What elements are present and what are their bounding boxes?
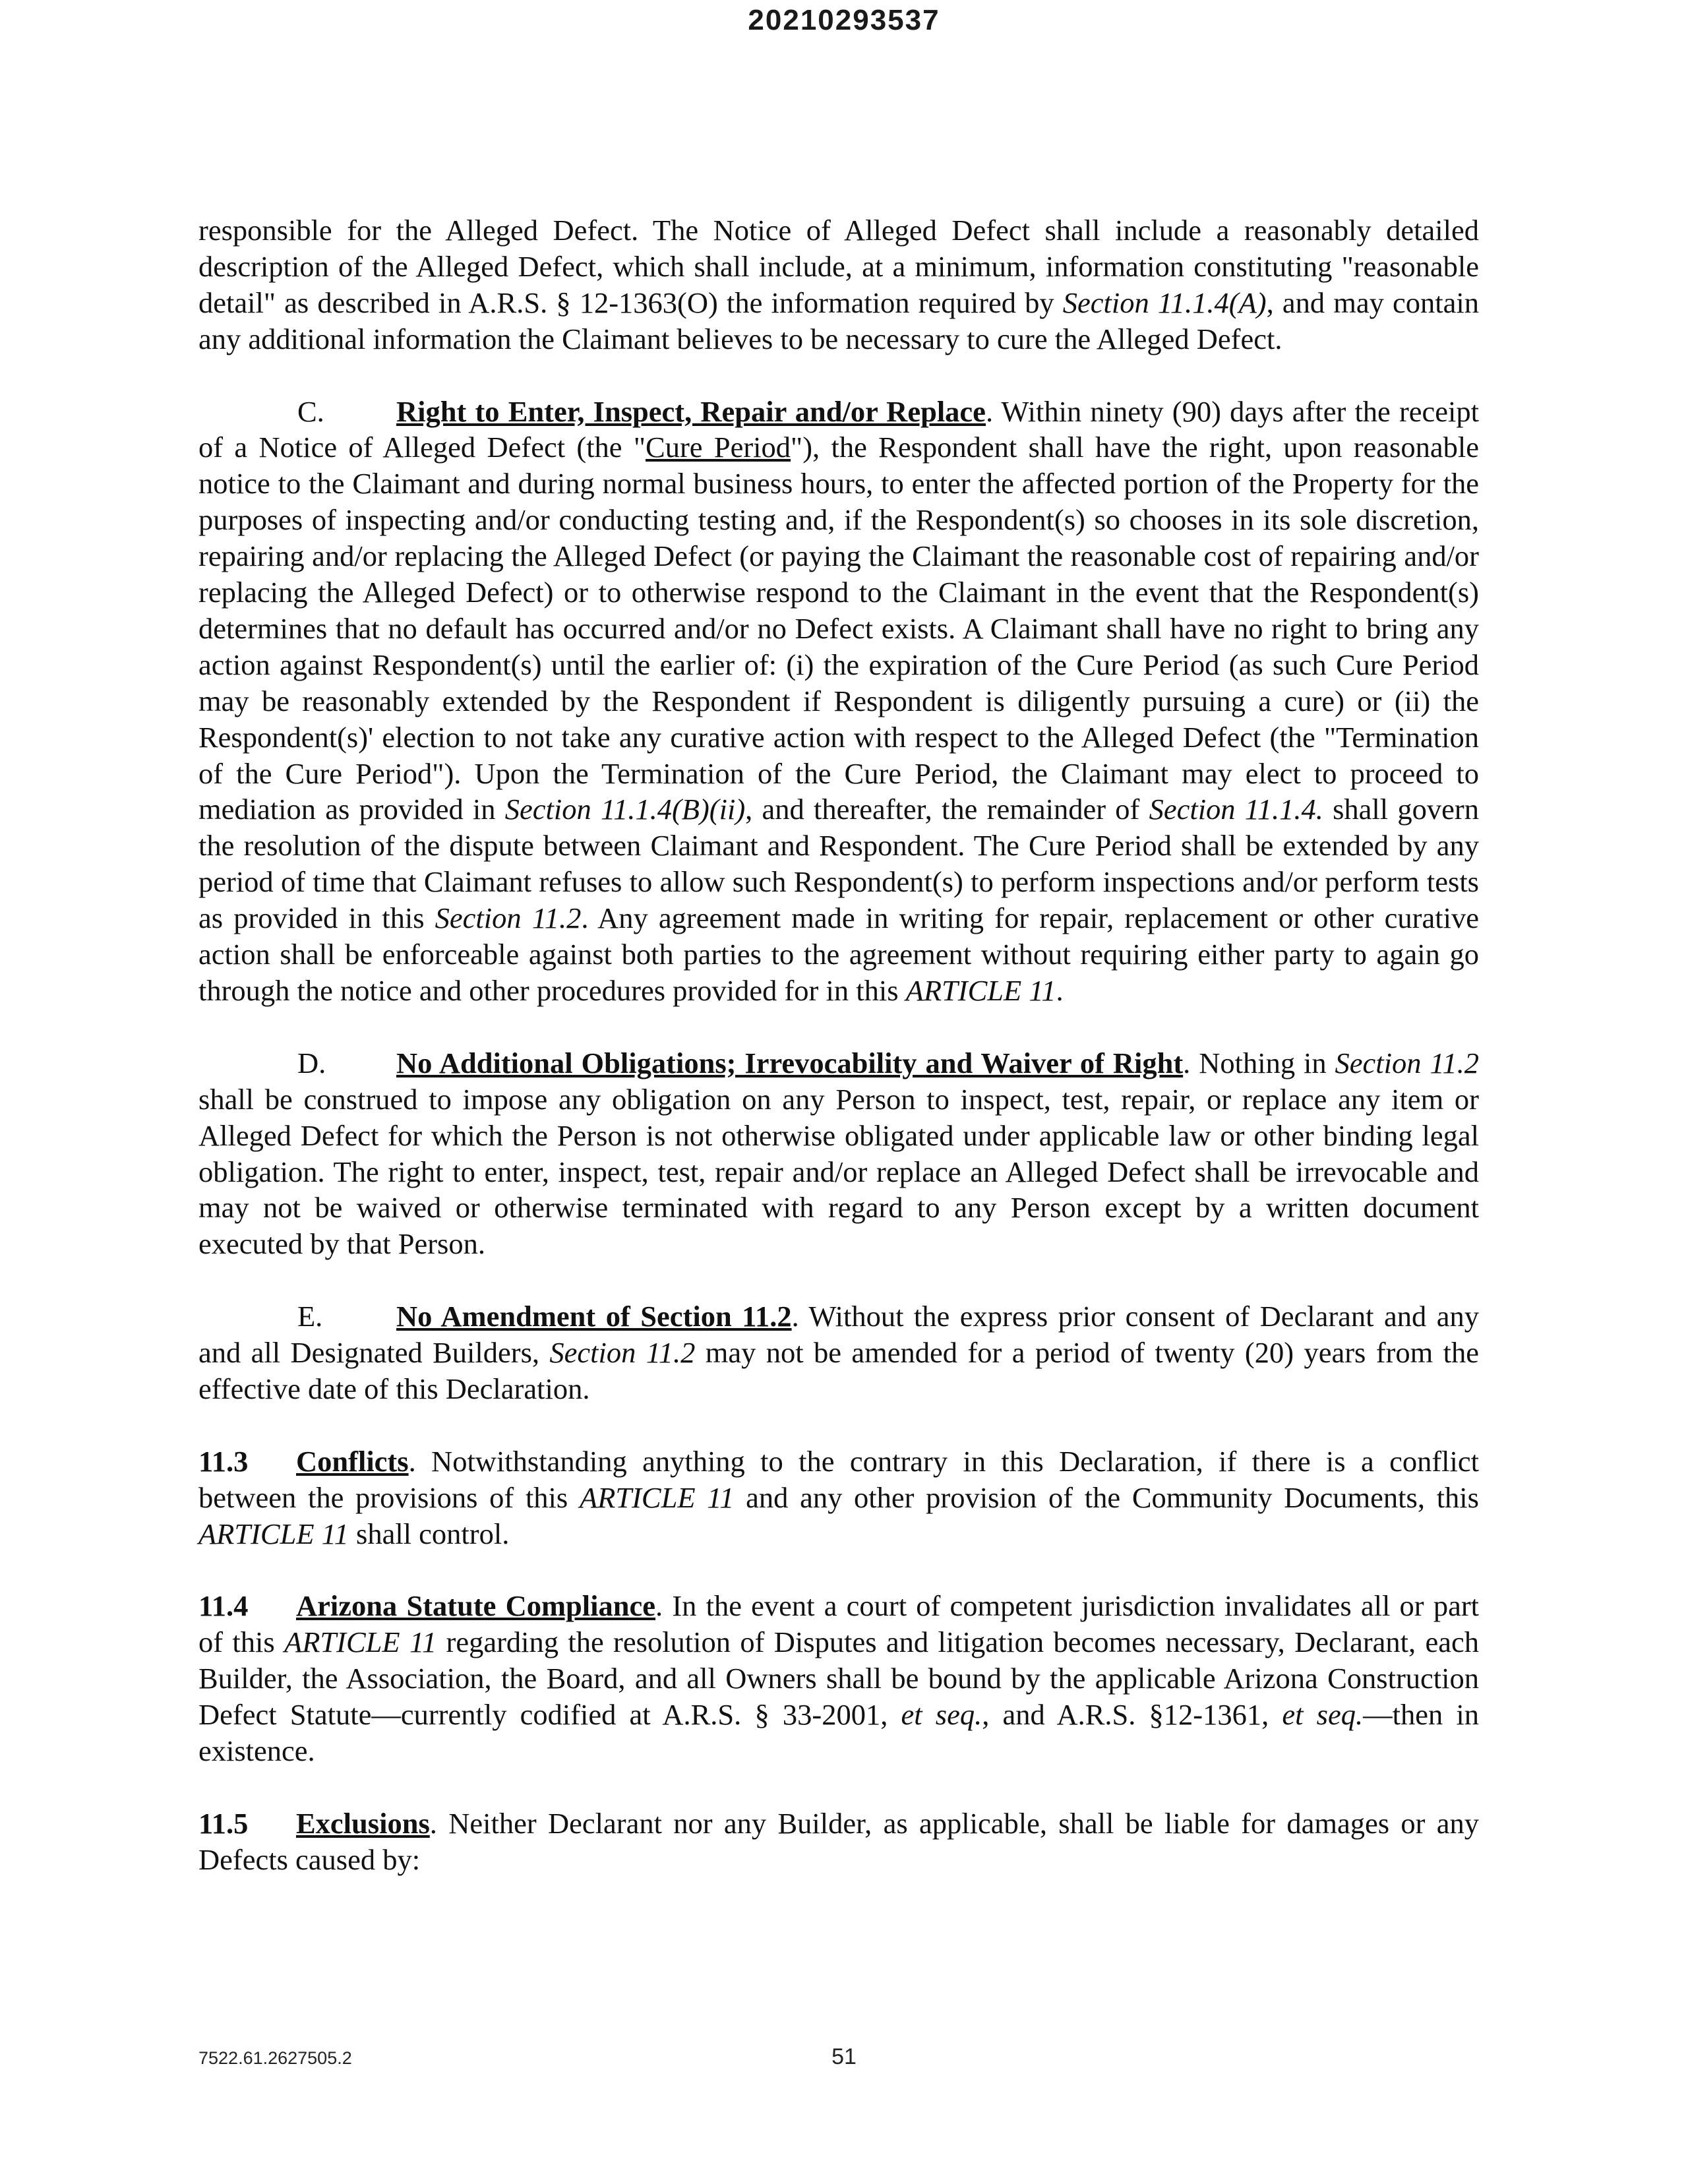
section-heading: Conflicts: [296, 1444, 409, 1478]
subsection-heading: Right to Enter, Inspect, Repair and/or Replace: [396, 394, 986, 428]
subsection-c: C. Right to Enter, Inspect, Repair and/or Replace. Within ninety (90) days after the receipt of a Notice of Alleged Defect (the "Cure Period"), the Respondent shall have the right, upon reasonable notice to the Claimant and during normal business hours, to enter the affected portion of the Property for the purposes of inspecting and/or conducting testing and, if the Respondent(s) so chooses in its sole discretion, repairing and/or replacing the Alleged Defect (or paying the Claimant the reasonable cost of repairing and/or replacing the Alleged Defect) or to otherwise respond to the Claimant in the event that the Respondent(s) determines that no default has occurred and/or no Defect exists. A Claimant shall have no right to bring any action against Respondent(s) until the earlier of: (i) the expiration of the Cure Period (as such Cure Period may be reasonably extended by the Respondent if Respondent is diligently pursuing a cure) or (ii) the Respondent(s)' election to not take any curative action with respect to the Alleged Defect (the "Termination of the Cure Period"). Upon the Termination of the Cure Period, the Claimant may elect to proceed to mediation as provided in Section 11.1.4(B)(ii), and thereafter, the remainder of Section 11.1.4. shall govern the resolution of the dispute between Claimant and Respondent. The Cure Period shall be extended by any period of time that Claimant refuses to allow such Respondent(s) to perform inspections and/or perform tests as provided in this Section 11.2. Any agreement made in writing for repair, replacement or other curative action shall be enforceable against both parties to the agreement without requiring either party to again go through the notice and other procedures provided for in this ARTICLE 11.: [198, 394, 1480, 1008]
subsection-letter: C.: [297, 394, 324, 428]
latin-term: et seq.: [1282, 1698, 1364, 1732]
section-11-4: 11.4 Arizona Statute Compliance. In the event a court of competent jurisdiction invalidates all or part of this ARTICLE 11 regarding the resolution of Disputes and litigation becomes necessary, Declarant, each Builder, the Association, the Board, and all Owners shall be bound by the applicable Arizona Construction Defect Statute—currently codified at A.R.S. § 33-2001, et seq., and A.R.S. §12-1361, et seq.—then in existence.: [198, 1589, 1479, 1767]
article-reference: ARTICLE 11: [905, 974, 1056, 1008]
subsection-letter: E.: [297, 1300, 323, 1333]
subsection-d: D. No Additional Obligations; Irrevocability and Waiver of Right. Nothing in Section 11.2 shall be construed to impose any obligation on any Person to inspect, test, repair, or replace any item or Alleged Defect for which the Person is not otherwise obligated under applicable law or other binding legal obligation. The right to enter, inspect, test, repair and/or replace an Alleged Defect shall be irrevocable and may not be waived or otherwise terminated with regard to any Person except by a written document executed by that Person.: [198, 1046, 1479, 1261]
recording-number: 20210293537: [748, 4, 940, 36]
section-reference: Section 11.1.4(B)(ii): [504, 793, 746, 826]
section-heading: Arizona Statute Compliance: [296, 1589, 656, 1623]
section-reference: Section 11.1.4.: [1149, 793, 1323, 826]
article-reference: ARTICLE 11: [579, 1480, 735, 1514]
defined-term: Cure Period: [646, 431, 791, 464]
section-number: 11.4: [198, 1589, 249, 1623]
document-body: [198, 212, 1479, 1914]
section-11-3: 11.3 Conflicts. Notwithstanding anything to the contrary in this Declaration, if there is a conflict between the provisions of this ARTICLE 11 and any other provision of the Community Documents, this ARTICLE 11 shall control.: [198, 1444, 1479, 1550]
latin-term: et seq.: [901, 1698, 982, 1732]
subsection-e: E. No Amendment of Section 11.2. Without the express prior consent of Declarant and any and all Designated Builders, Section 11.2 may not be amended for a period of twenty (20) years from the effective date of this Declaration.: [198, 1300, 1479, 1405]
article-reference: ARTICLE 11: [198, 1517, 349, 1550]
section-number: 11.5: [198, 1806, 249, 1840]
section-heading: Exclusions: [296, 1806, 430, 1840]
article-reference: ARTICLE 11: [284, 1625, 437, 1659]
section-reference: Section 11.2: [435, 901, 582, 935]
document-id: 7522.61.2627505.2: [198, 2048, 352, 2068]
section-reference: Section 11.1.4(A): [1062, 286, 1267, 319]
subsection-heading: No Amendment of Section 11.2: [396, 1300, 792, 1333]
section-11-5: 11.5 Exclusions. Neither Declarant nor any Builder, as applicable, shall be liable for damages or any Defects caused by:: [198, 1806, 1479, 1876]
section-number: 11.3: [198, 1444, 249, 1478]
subsection-heading: No Additional Obligations; Irrevocability and Waiver of Right: [396, 1046, 1184, 1079]
section-reference: Section 11.2: [549, 1336, 696, 1370]
paragraph-b-continuation: responsible for the Alleged Defect. The Notice of Alleged Defect shall include a reasonably detailed description of the Alleged Defect, which shall include, at a minimum, information constituting "reasonable detail" as described in A.R.S. § 12-1363(O) the information required by Section 11.1.4(A), and may contain any additional information the Claimant believes to be necessary to cure the Alleged Defect.: [198, 214, 1479, 355]
subsection-letter: D.: [297, 1046, 326, 1079]
section-reference: Section 11.2: [1335, 1046, 1479, 1079]
page-number: 51: [831, 2044, 857, 2069]
